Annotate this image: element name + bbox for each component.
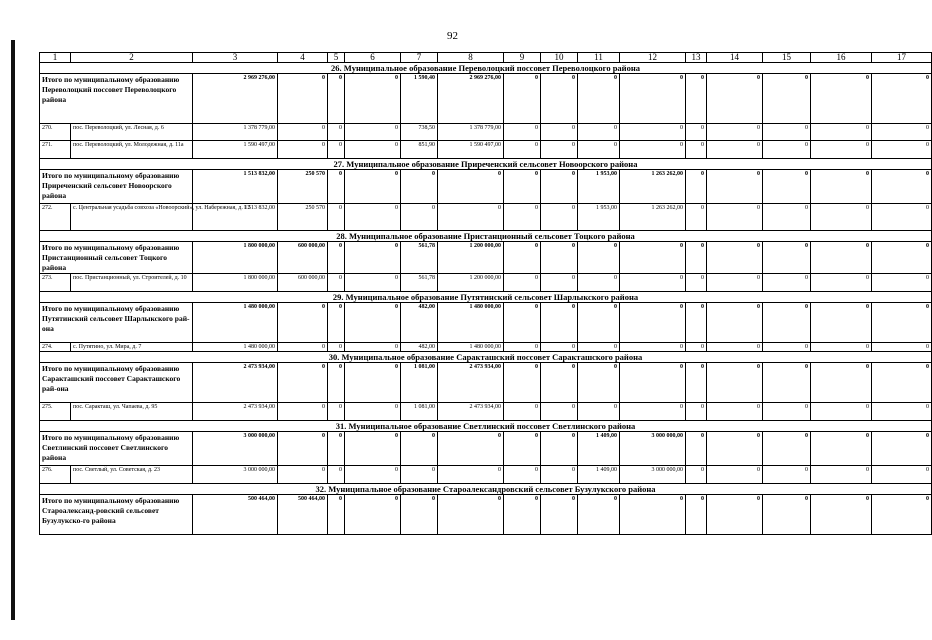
total-value-cell: 0 [328, 303, 345, 343]
row-address: с. Центральная усадьба совхоза «Новоорский», ул. Набережная, д. 12 [71, 204, 193, 231]
row-value-cell: 0 [620, 141, 686, 159]
row-value-cell: 1 263 262,00 [620, 204, 686, 231]
total-value-cell: 0 [438, 432, 504, 466]
total-value-cell: 0 [811, 363, 872, 403]
row-value-cell: 0 [686, 403, 707, 421]
row-value-cell: 0 [872, 343, 932, 352]
section-total-row [40, 303, 932, 343]
row-value-cell: 1 513 832,00 [193, 204, 278, 231]
section-title-row [40, 63, 932, 74]
section-total-row [40, 74, 932, 124]
row-value-cell: 0 [707, 204, 763, 231]
row-value-cell: 0 [872, 403, 932, 421]
row-value-cell: 0 [811, 403, 872, 421]
total-value-cell: 1 200 000,00 [438, 242, 504, 274]
total-value-cell: 600 000,00 [278, 242, 328, 274]
section-total-label: Итого по муниципальному образованию Переволоцкий поссовет Переволоцкого района [40, 74, 193, 124]
row-number: 275. [40, 403, 71, 421]
row-value-cell: 0 [278, 466, 328, 484]
row-value-cell: 3 000 000,00 [193, 466, 278, 484]
binding-edge-bar [11, 40, 15, 620]
row-value-cell: 0 [345, 141, 401, 159]
row-value-cell: 1 378 779,00 [193, 124, 278, 141]
row-value-cell: 0 [328, 466, 345, 484]
row-value-cell: 0 [328, 141, 345, 159]
total-value-cell: 2 969 276,00 [438, 74, 504, 124]
section-title-row [40, 484, 932, 495]
row-value-cell: 1 480 000,00 [438, 343, 504, 352]
total-value-cell: 0 [345, 242, 401, 274]
section-title: 30. Муниципальное образование Саракташский поссовет Саракташского района [40, 352, 932, 363]
total-value-cell: 0 [707, 363, 763, 403]
total-value-cell: 1 480 000,00 [193, 303, 278, 343]
row-value-cell: 561,78 [401, 274, 438, 292]
row-value-cell: 0 [345, 343, 401, 352]
total-value-cell: 0 [811, 432, 872, 466]
section-title-row [40, 352, 932, 363]
total-value-cell: 1 513 832,00 [193, 170, 278, 204]
row-address: пос. Пристанционный, ул. Строителей, д. 10 [71, 274, 193, 292]
section-total-label: Итого по муниципальному образованию Светлинский поссовет Светлинского района [40, 432, 193, 466]
section-total-label: Итого по муниципальному образованию Староалександ-ровский сельсовет Бузулукско-го района [40, 495, 193, 535]
row-value-cell: 1 590 497,00 [193, 141, 278, 159]
section-title: 32. Муниципальное образование Староалександровский сельсовет Бузулукского района [40, 484, 932, 495]
total-value-cell: 0 [763, 74, 811, 124]
row-value-cell: 0 [504, 204, 541, 231]
row-number: 270. [40, 124, 71, 141]
row-value-cell: 0 [328, 204, 345, 231]
total-value-cell: 0 [504, 495, 541, 535]
total-value-cell: 0 [328, 74, 345, 124]
section-total-label: Итого по муниципальному образованию Приреченский сельсовет Новоорского района [40, 170, 193, 204]
row-value-cell: 0 [707, 466, 763, 484]
total-value-cell: 0 [811, 74, 872, 124]
row-address: пос. Переволоцкий, ул. Молодежная, д. 11а [71, 141, 193, 159]
row-value-cell: 2 473 934,00 [193, 403, 278, 421]
total-value-cell: 0 [278, 363, 328, 403]
column-number-cell: 1 [40, 53, 71, 63]
row-value-cell: 0 [811, 141, 872, 159]
total-value-cell: 0 [278, 432, 328, 466]
row-value-cell: 0 [504, 403, 541, 421]
row-value-cell: 0 [620, 343, 686, 352]
row-value-cell: 0 [504, 124, 541, 141]
row-value-cell: 0 [278, 141, 328, 159]
total-value-cell: 0 [763, 495, 811, 535]
column-number-cell: 15 [763, 53, 811, 63]
total-value-cell: 0 [620, 74, 686, 124]
row-value-cell: 0 [328, 274, 345, 292]
total-value-cell: 0 [872, 363, 932, 403]
row-value-cell: 0 [763, 403, 811, 421]
row-value-cell: 0 [438, 204, 504, 231]
row-value-cell: 0 [707, 274, 763, 292]
total-value-cell: 0 [686, 495, 707, 535]
row-number: 272. [40, 204, 71, 231]
section-total-row [40, 242, 932, 274]
row-value-cell: 851,90 [401, 141, 438, 159]
column-number-cell: 16 [811, 53, 872, 63]
total-value-cell: 0 [686, 74, 707, 124]
total-value-cell: 0 [345, 495, 401, 535]
total-value-cell: 0 [438, 170, 504, 204]
column-number-cell: 6 [345, 53, 401, 63]
row-value-cell: 0 [504, 274, 541, 292]
section-total-row [40, 495, 932, 535]
total-value-cell: 0 [541, 432, 578, 466]
total-value-cell: 0 [278, 74, 328, 124]
total-value-cell: 0 [620, 242, 686, 274]
row-value-cell: 0 [686, 274, 707, 292]
row-value-cell: 0 [686, 204, 707, 231]
total-value-cell: 0 [620, 303, 686, 343]
report-body [40, 53, 932, 535]
section-title-row [40, 231, 932, 242]
row-value-cell: 0 [504, 466, 541, 484]
total-value-cell: 0 [578, 495, 620, 535]
total-value-cell: 0 [686, 432, 707, 466]
section-title-row [40, 421, 932, 432]
row-value-cell: 0 [578, 274, 620, 292]
total-value-cell: 0 [686, 242, 707, 274]
column-number-cell: 14 [707, 53, 763, 63]
row-number: 273. [40, 274, 71, 292]
column-number-row [40, 53, 932, 63]
total-value-cell: 3 000 000,00 [620, 432, 686, 466]
row-value-cell: 0 [345, 124, 401, 141]
total-value-cell: 0 [707, 170, 763, 204]
row-value-cell: 1 800 000,00 [193, 274, 278, 292]
row-value-cell: 482,00 [401, 343, 438, 352]
row-value-cell: 0 [278, 343, 328, 352]
total-value-cell: 0 [872, 495, 932, 535]
total-value-cell: 0 [438, 495, 504, 535]
total-value-cell: 1 590,40 [401, 74, 438, 124]
total-value-cell: 0 [541, 74, 578, 124]
row-value-cell: 738,50 [401, 124, 438, 141]
row-value-cell: 0 [541, 274, 578, 292]
total-value-cell: 0 [707, 495, 763, 535]
row-value-cell: 0 [811, 343, 872, 352]
row-value-cell: 0 [541, 204, 578, 231]
total-value-cell: 0 [328, 170, 345, 204]
section-title-row [40, 292, 932, 303]
total-value-cell: 0 [578, 363, 620, 403]
column-number-cell: 7 [401, 53, 438, 63]
total-value-cell: 0 [401, 495, 438, 535]
row-value-cell: 0 [278, 403, 328, 421]
row-address: пос. Саракташ, ул. Чапаева, д. 95 [71, 403, 193, 421]
table-row [40, 124, 932, 141]
row-value-cell: 0 [541, 141, 578, 159]
column-number-cell: 5 [328, 53, 345, 63]
total-value-cell: 0 [541, 303, 578, 343]
total-value-cell: 0 [345, 432, 401, 466]
row-value-cell: 0 [707, 403, 763, 421]
row-value-cell: 1 590 497,00 [438, 141, 504, 159]
total-value-cell: 500 464,00 [193, 495, 278, 535]
total-value-cell: 1 800 000,00 [193, 242, 278, 274]
column-number-cell: 12 [620, 53, 686, 63]
total-value-cell: 0 [345, 363, 401, 403]
total-value-cell: 3 000 000,00 [193, 432, 278, 466]
section-total-label: Итого по муниципальному образованию Путятинский сельсовет Шарлыкского рай-она [40, 303, 193, 343]
section-title: 31. Муниципальное образование Светлинский поссовет Светлинского района [40, 421, 932, 432]
row-value-cell: 0 [686, 466, 707, 484]
row-value-cell: 0 [763, 274, 811, 292]
row-value-cell: 1 480 000,00 [193, 343, 278, 352]
total-value-cell: 0 [541, 242, 578, 274]
row-value-cell: 2 473 934,00 [438, 403, 504, 421]
section-title: 28. Муниципальное образование Пристанционный сельсовет Тоцкого района [40, 231, 932, 242]
total-value-cell: 0 [686, 170, 707, 204]
total-value-cell: 0 [578, 242, 620, 274]
total-value-cell: 0 [401, 170, 438, 204]
total-value-cell: 0 [763, 432, 811, 466]
total-value-cell: 1 263 262,00 [620, 170, 686, 204]
table-row [40, 141, 932, 159]
total-value-cell: 1 480 000,00 [438, 303, 504, 343]
total-value-cell: 0 [707, 303, 763, 343]
row-value-cell: 0 [763, 124, 811, 141]
total-value-cell: 0 [504, 242, 541, 274]
total-value-cell: 0 [811, 303, 872, 343]
total-value-cell: 0 [541, 363, 578, 403]
total-value-cell: 0 [504, 363, 541, 403]
total-value-cell: 0 [401, 432, 438, 466]
row-value-cell: 1 081,00 [401, 403, 438, 421]
total-value-cell: 0 [328, 432, 345, 466]
total-value-cell: 0 [620, 495, 686, 535]
row-value-cell: 1 409,00 [578, 466, 620, 484]
row-value-cell: 1 200 000,00 [438, 274, 504, 292]
column-number-cell: 13 [686, 53, 707, 63]
total-value-cell: 1 409,00 [578, 432, 620, 466]
total-value-cell: 0 [707, 432, 763, 466]
row-value-cell: 0 [345, 466, 401, 484]
row-value-cell: 0 [504, 343, 541, 352]
row-value-cell: 0 [541, 343, 578, 352]
row-value-cell: 0 [763, 204, 811, 231]
total-value-cell: 0 [345, 170, 401, 204]
row-value-cell: 0 [401, 466, 438, 484]
row-value-cell: 0 [328, 124, 345, 141]
total-value-cell: 2 473 934,00 [193, 363, 278, 403]
row-value-cell: 0 [620, 274, 686, 292]
total-value-cell: 0 [686, 303, 707, 343]
row-value-cell: 600 000,00 [278, 274, 328, 292]
row-value-cell: 0 [811, 124, 872, 141]
row-value-cell: 0 [328, 403, 345, 421]
total-value-cell: 0 [872, 242, 932, 274]
row-value-cell: 0 [541, 124, 578, 141]
total-value-cell: 2 473 934,00 [438, 363, 504, 403]
row-value-cell: 0 [278, 124, 328, 141]
row-address: пос. Светлый, ул. Советская, д. 23 [71, 466, 193, 484]
report-table [39, 52, 932, 535]
total-value-cell: 0 [504, 303, 541, 343]
row-value-cell: 250 570 [278, 204, 328, 231]
total-value-cell: 0 [811, 495, 872, 535]
total-value-cell: 1 953,00 [578, 170, 620, 204]
row-value-cell: 0 [707, 124, 763, 141]
total-value-cell: 0 [620, 363, 686, 403]
row-value-cell: 0 [811, 274, 872, 292]
total-value-cell: 0 [872, 170, 932, 204]
row-value-cell: 0 [345, 274, 401, 292]
column-number-cell: 9 [504, 53, 541, 63]
total-value-cell: 0 [707, 242, 763, 274]
row-value-cell: 0 [541, 466, 578, 484]
column-number-cell: 10 [541, 53, 578, 63]
row-value-cell: 0 [345, 403, 401, 421]
column-number-cell: 11 [578, 53, 620, 63]
row-value-cell: 1 953,00 [578, 204, 620, 231]
column-number-cell: 8 [438, 53, 504, 63]
row-value-cell: 0 [811, 466, 872, 484]
total-value-cell: 0 [345, 303, 401, 343]
table-row [40, 204, 932, 231]
row-value-cell: 0 [872, 466, 932, 484]
table-row [40, 403, 932, 421]
total-value-cell: 0 [763, 303, 811, 343]
row-number: 274. [40, 343, 71, 352]
row-value-cell: 0 [872, 141, 932, 159]
total-value-cell: 0 [504, 170, 541, 204]
row-value-cell: 1 378 779,00 [438, 124, 504, 141]
total-value-cell: 0 [345, 74, 401, 124]
total-value-cell: 0 [328, 363, 345, 403]
section-title: 29. Муниципальное образование Путятинский сельсовет Шарлыкского района [40, 292, 932, 303]
total-value-cell: 1 081,00 [401, 363, 438, 403]
row-value-cell: 0 [872, 274, 932, 292]
total-value-cell: 0 [541, 170, 578, 204]
row-value-cell: 0 [872, 124, 932, 141]
total-value-cell: 0 [328, 495, 345, 535]
total-value-cell: 0 [811, 242, 872, 274]
total-value-cell: 2 969 276,00 [193, 74, 278, 124]
total-value-cell: 0 [872, 74, 932, 124]
row-value-cell: 0 [578, 343, 620, 352]
total-value-cell: 0 [541, 495, 578, 535]
row-value-cell: 0 [345, 204, 401, 231]
row-address: с. Путятино, ул. Мира, д. 7 [71, 343, 193, 352]
row-value-cell: 0 [578, 403, 620, 421]
row-value-cell: 0 [578, 124, 620, 141]
column-number-cell: 4 [278, 53, 328, 63]
row-value-cell: 0 [763, 466, 811, 484]
total-value-cell: 0 [872, 303, 932, 343]
column-number-cell: 3 [193, 53, 278, 63]
total-value-cell: 0 [811, 170, 872, 204]
row-value-cell: 0 [763, 141, 811, 159]
total-value-cell: 0 [763, 242, 811, 274]
total-value-cell: 0 [328, 242, 345, 274]
row-value-cell: 0 [763, 343, 811, 352]
total-value-cell: 0 [763, 170, 811, 204]
table-row [40, 343, 932, 352]
row-value-cell: 0 [686, 141, 707, 159]
row-value-cell: 0 [872, 204, 932, 231]
column-number-cell: 17 [872, 53, 932, 63]
page-number: 92 [447, 30, 458, 42]
row-value-cell: 0 [686, 343, 707, 352]
total-value-cell: 561,78 [401, 242, 438, 274]
section-total-row [40, 363, 932, 403]
row-value-cell: 0 [541, 403, 578, 421]
total-value-cell: 500 464,00 [278, 495, 328, 535]
table-row [40, 274, 932, 292]
row-value-cell: 0 [811, 204, 872, 231]
row-value-cell: 0 [620, 124, 686, 141]
total-value-cell: 0 [278, 303, 328, 343]
section-total-label: Итого по муниципальному образованию Пристанционный сельсовет Тоцкого района [40, 242, 193, 274]
total-value-cell: 0 [763, 363, 811, 403]
total-value-cell: 0 [707, 74, 763, 124]
row-address: пос. Переволоцкий, ул. Лесная, д. 6 [71, 124, 193, 141]
section-title: 27. Муниципальное образование Приреченский сельсовет Новоорского района [40, 159, 932, 170]
table-row [40, 466, 932, 484]
total-value-cell: 0 [578, 74, 620, 124]
section-total-row [40, 170, 932, 204]
column-number-cell: 2 [71, 53, 193, 63]
total-value-cell: 0 [872, 432, 932, 466]
row-value-cell: 0 [707, 343, 763, 352]
section-title-row [40, 159, 932, 170]
total-value-cell: 0 [578, 303, 620, 343]
row-value-cell: 0 [686, 124, 707, 141]
row-number: 271. [40, 141, 71, 159]
row-value-cell: 0 [401, 204, 438, 231]
total-value-cell: 482,00 [401, 303, 438, 343]
total-value-cell: 250 570 [278, 170, 328, 204]
row-value-cell: 0 [578, 141, 620, 159]
row-value-cell: 3 000 000,00 [620, 466, 686, 484]
row-value-cell: 0 [328, 343, 345, 352]
row-value-cell: 0 [620, 403, 686, 421]
row-value-cell: 0 [707, 141, 763, 159]
section-total-label: Итого по муниципальному образованию Саракташский поссовет Саракташского рай-она [40, 363, 193, 403]
row-value-cell: 0 [438, 466, 504, 484]
total-value-cell: 0 [504, 432, 541, 466]
section-total-row [40, 432, 932, 466]
total-value-cell: 0 [504, 74, 541, 124]
row-number: 276. [40, 466, 71, 484]
row-value-cell: 0 [504, 141, 541, 159]
total-value-cell: 0 [686, 363, 707, 403]
section-title: 26. Муниципальное образование Переволоцкий поссовет Переволоцкого района [40, 63, 932, 74]
